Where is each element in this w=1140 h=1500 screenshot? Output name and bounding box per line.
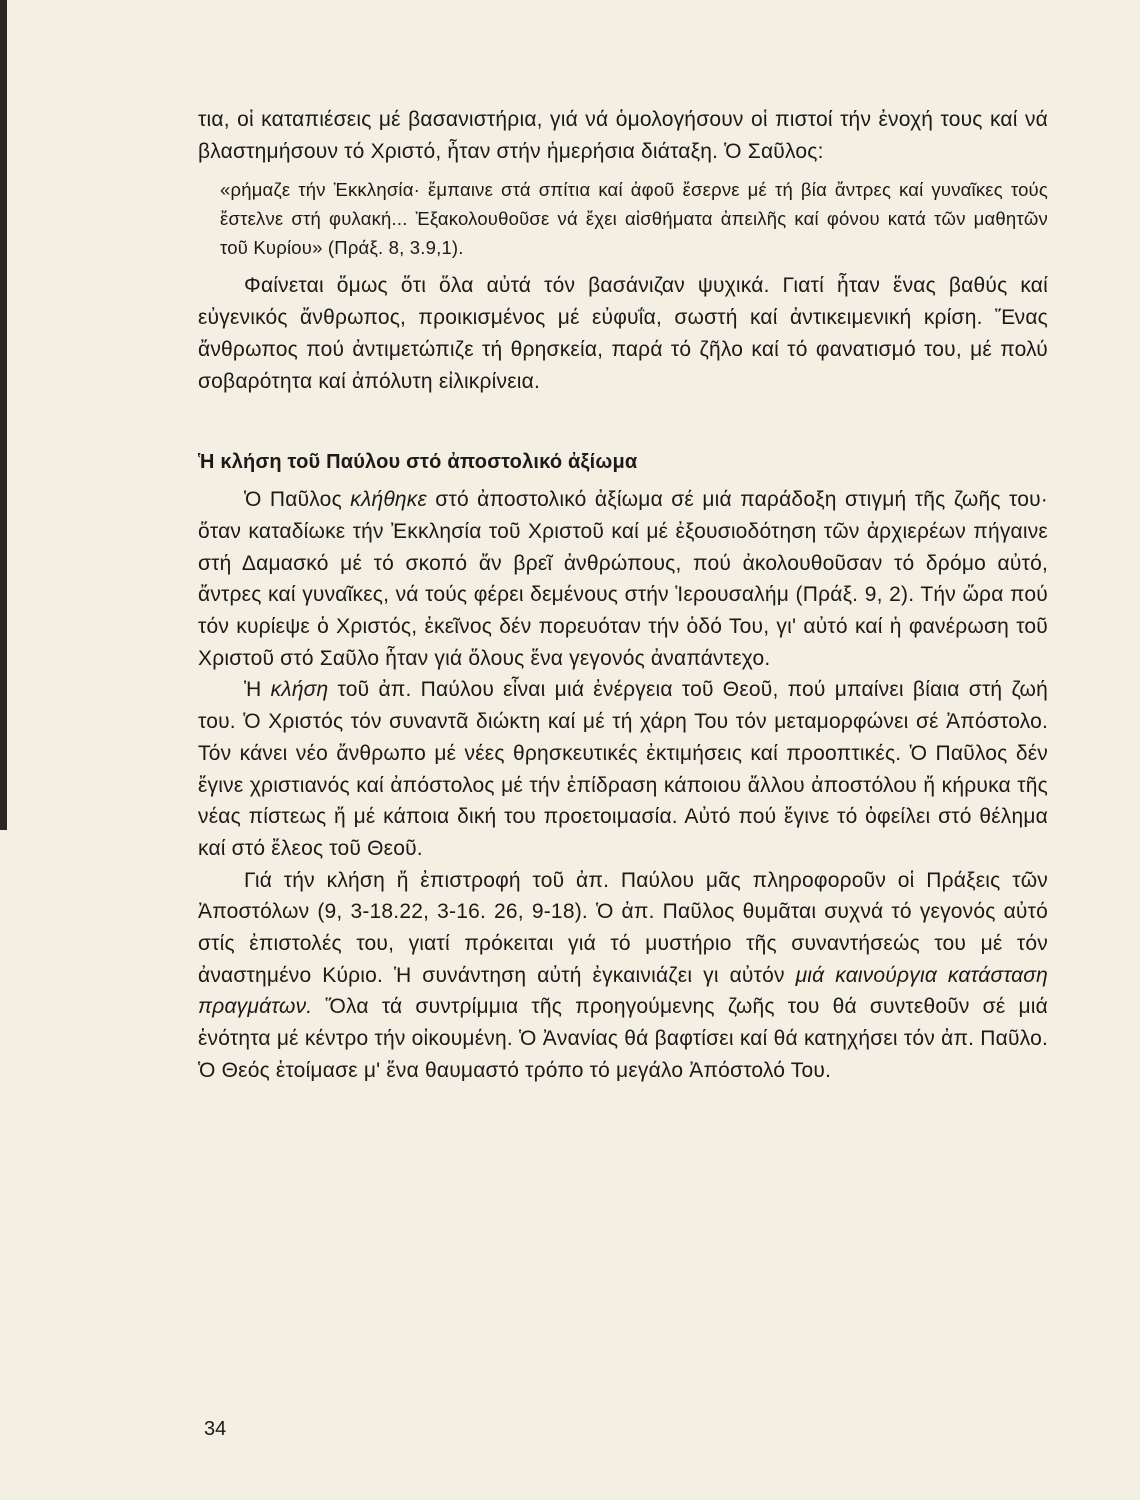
paragraph-3-text-a: Ὁ Παῦλος — [244, 488, 351, 512]
paragraph-3-italic: κλήθηκε — [350, 488, 427, 512]
paragraph-5-italic: μιά καινούργια κατάσταση πραγμάτων. — [198, 963, 1049, 1019]
paragraph-4-italic: κλήση — [270, 678, 329, 702]
paragraph-4 — [198, 674, 1048, 864]
paragraph-5-text-a: Γιά τήν κλήση ἤ ἐπιστροφή τοῦ ἀπ. Παύλου μᾶς πληροφοροῦν οἱ Πράξεις τῶν Ἀποστόλων (9, 3-18.22, 3-16. 26, 9-18). Ὁ ἀπ. Παῦλος θυμᾶται συχνά τό γεγονός αὐτό στίς ἐπιστολές του, γιατί πρόκειται γιά τό μυστήριο τῆς συναντήσεώς του μέ τόν ἀναστημένο Κύριο. Ἡ συνάντηση αὐτή ἐγκαινιάζει γι αὐτόν — [198, 868, 1048, 987]
paragraph-1: τια, οἱ καταπιέσεις μέ βασανιστήρια, γιά νά ὁμολογήσουν οἱ πιστοί τήν ἐνοχή τους καί νά βλαστημήσουν τό Χριστό, ἦταν στήν ἡμερήσια διάταξη. Ὁ Σαῦλος: — [198, 108, 1048, 163]
section-heading: Ἡ κλήση τοῦ Παύλου στό ἀποστολικό ἀξίωμα — [198, 451, 638, 474]
paragraph-3-text-b: στό ἀποστολικό ἀξίωμα σέ μιά παράδοξη στιγμή τῆς ζωῆς του· ὅταν καταδίωκε τήν Ἐκκλησία τοῦ Χριστοῦ καί μέ ἐξουσιοδότηση τῶν ἀρχιερέων πήγαινε στή Δαμασκό μέ τό σκοπό ἄν βρεῖ ἀνθρώπους, πού ἀκολουθοῦσαν τό δρόμο αὐτό, ἄντρες καί γυναῖκες, νά τούς φέρει δεμένους στήν Ἱερουσαλήμ (Πράξ. 9, 2). Τήν ὥρα πού τόν κυρίεψε ὁ Χριστός, ἐκεῖνος δέν πορευόταν τήν ὁδό Του, γι' αὐτό καί ἡ φανέρωση τοῦ Χριστοῦ στό Σαῦλο ἦταν γιά ὅλους ἕνα γεγονός ἀναπάντεχο. — [198, 488, 1048, 670]
page-body — [198, 104, 1048, 1087]
paragraph-2: Φαίνεται ὅμως ὅτι ὅλα αὐτά τόν βασάνιζαν ψυχικά. Γιατί ἦταν ἕνας βαθύς καί εὐγενικός ἄνθρωπος, προικισμένος μέ εὐφυΐα, σωστή καί ἀντικειμενική κρίση. Ἕνας ἄνθρωπος πού ἀντιμετώπιζε τή θρησκεία, παρά τό ζῆλο καί τό φανατισμό του, μέ πολύ σοβαρότητα καί ἀπόλυτη εἰλικρίνεια. — [198, 274, 1048, 393]
scripture-quote: «ρήμαζε τήν Ἐκκλησία· ἔμπαινε στά σπίτια καί ἀφοῦ ἔσερνε μέ τή βία ἄντρες καί γυναῖκες τούς ἔστελνε στή φυλακή... Ἐξακολουθοῦσε νά ἔχει αἰσθήματα ἀπειλῆς καί φόνου κατά τῶν μαθητῶν τοῦ Κυρίου» (Πράξ. 8, 3.9,1). — [220, 179, 1048, 259]
paragraph-4-text-a: Ἡ — [244, 678, 271, 702]
page-number: 34 — [204, 1418, 227, 1440]
paragraph-4-text-b: τοῦ ἀπ. Παύλου εἶναι μιά ἐνέργεια τοῦ Θεοῦ, πού μπαίνει βίαια στή ζωή του. Ὁ Χριστός τόν συναντᾶ διώκτη καί μέ τή χάρη Του τόν μεταμορφώνει σέ Ἀπόστολο. Τόν κάνει νέο ἄνθρωπο μέ νέες θρησκευτικές ἐκτιμήσεις καί προοπτικές. Ὁ Παῦλος δέν ἔγινε χριστιανός καί ἀπόστολος μέ τήν ἐπίδραση κάποιου ἄλλου ἀποστόλου ἤ κήρυκα τῆς νέας πίστεως ἤ μέ κάποια δική του προετοιμασία. Αὐτό πού ἔγινε τό ὀφείλει στό θέλημα καί στό ἔλεος τοῦ Θεοῦ. — [198, 678, 1048, 860]
paragraph-5 — [198, 865, 1048, 1087]
paragraph-3 — [198, 484, 1048, 674]
paragraph-5-text-b: Ὅλα τά συντρίμμια τῆς προηγούμενης ζωῆς του θά συντεθοῦν σέ μιά ἑνότητα μέ κέντρο τήν οἰκουμένη. Ὁ Ἀνανίας θά βαφτίσει καί θά κατηχήσει τόν ἀπ. Παῦλο. Ὁ Θεός ἑτοίμασε μ' ἕνα θαυμαστό τρόπο τό μεγάλο Ἀπόστολό Του. — [198, 995, 1048, 1082]
book-binding-edge — [0, 0, 7, 830]
